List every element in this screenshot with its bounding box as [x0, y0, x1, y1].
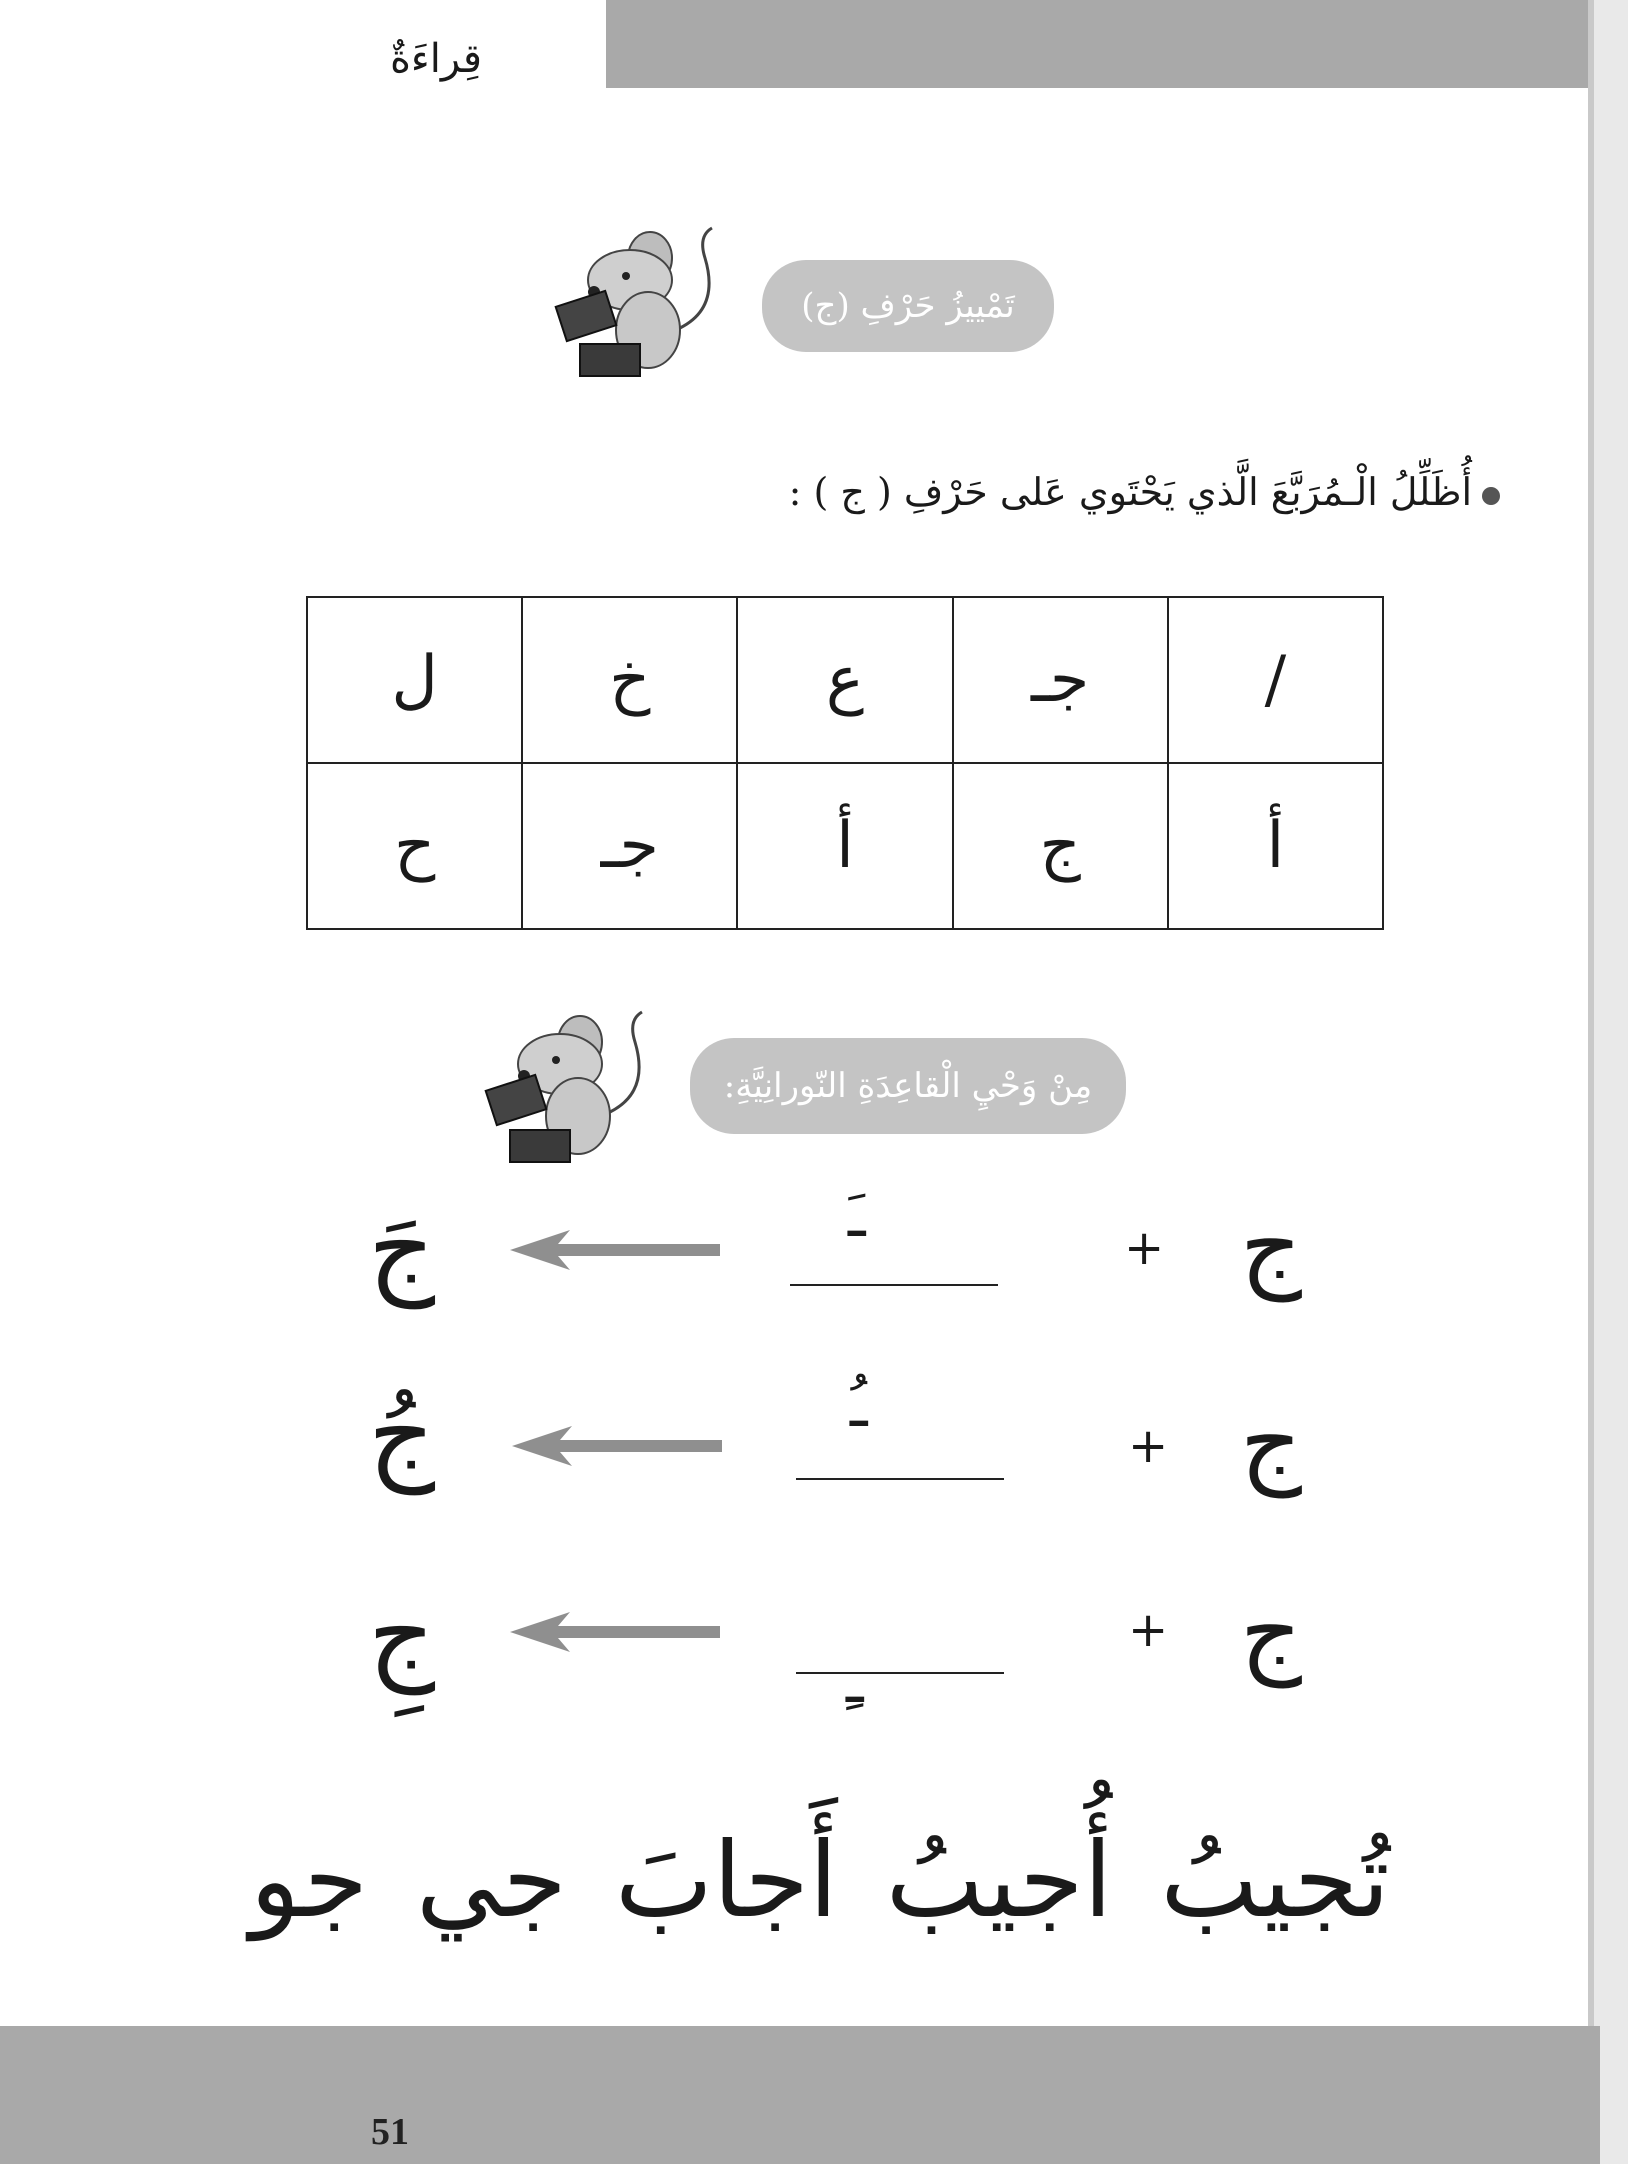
mouse-with-books-icon [530, 218, 730, 388]
grid-cell[interactable]: ح [307, 763, 522, 929]
equation-row [0, 1371, 1628, 1536]
plus-sign: + [1124, 1220, 1165, 1276]
mouse-with-books-icon [460, 1000, 660, 1175]
bullet-icon [1482, 487, 1500, 505]
word: أُجيبُ [885, 1819, 1113, 1941]
instruction-label: أُظَلِّلُ الْـمُرَبَّعَ الَّذي يَحْتَوي عَلى حَرْفِ ( ج ) : [788, 470, 1472, 514]
grid-row-1 [307, 597, 1383, 763]
word: جي [416, 1819, 567, 1941]
grid-cell[interactable]: ل [307, 597, 522, 763]
result-syllable: جِ [368, 1573, 436, 1695]
page-title: قِراءَةٌ [389, 36, 483, 82]
grid-cell[interactable]: أ [1168, 763, 1383, 929]
base-letter: ج [1240, 1386, 1302, 1498]
equation-row [0, 1180, 1628, 1340]
instruction-text [760, 470, 1500, 514]
grid-cell[interactable]: ج [953, 763, 1168, 929]
word: أَجابَ [614, 1819, 838, 1941]
plus-sign: + [1128, 1418, 1169, 1474]
equation-row [0, 1572, 1628, 1732]
section-label-letter-recognition: تَمْييزُ حَرْفِ (ج) [762, 260, 1054, 352]
plus-sign: + [1128, 1602, 1169, 1658]
grid-row-2 [307, 763, 1383, 929]
page-number: 51 [371, 2111, 409, 2153]
left-arrow-icon [512, 1426, 722, 1466]
underline [796, 1478, 1004, 1480]
base-letter: ج [1240, 1576, 1302, 1688]
grid-cell[interactable]: جـ [522, 763, 737, 929]
underline [790, 1284, 998, 1286]
underline [796, 1672, 1004, 1674]
header-band-left [0, 0, 212, 88]
page-edge [1594, 0, 1628, 2164]
letter-grid [306, 596, 1384, 930]
grid-cell[interactable]: / [1168, 597, 1383, 763]
base-letter: ج [1240, 1190, 1302, 1302]
vowel-mark: ـِ [846, 1647, 864, 1717]
left-arrow-icon [510, 1612, 720, 1652]
vowel-mark: ـَ [848, 1181, 866, 1251]
left-arrow-icon [510, 1230, 720, 1270]
result-syllable: جُ [368, 1373, 436, 1495]
result-syllable: جَ [368, 1187, 436, 1309]
section-label-nooraniya: مِنْ وَحْيِ الْقاعِدَةِ النّورانِيَّةِ: [690, 1038, 1126, 1134]
footer-band [0, 2026, 1600, 2164]
word: تُجيبُ [1160, 1819, 1390, 1941]
grid-cell[interactable]: ع [737, 597, 952, 763]
grid-cell[interactable]: أ [737, 763, 952, 929]
grid-cell[interactable]: جـ [953, 597, 1168, 763]
vowel-mark: ـُ [850, 1371, 868, 1441]
grid-cell[interactable]: خ [522, 597, 737, 763]
header-band-right [606, 0, 1628, 88]
word-list [250, 1810, 1390, 1950]
word: جو [250, 1819, 369, 1941]
